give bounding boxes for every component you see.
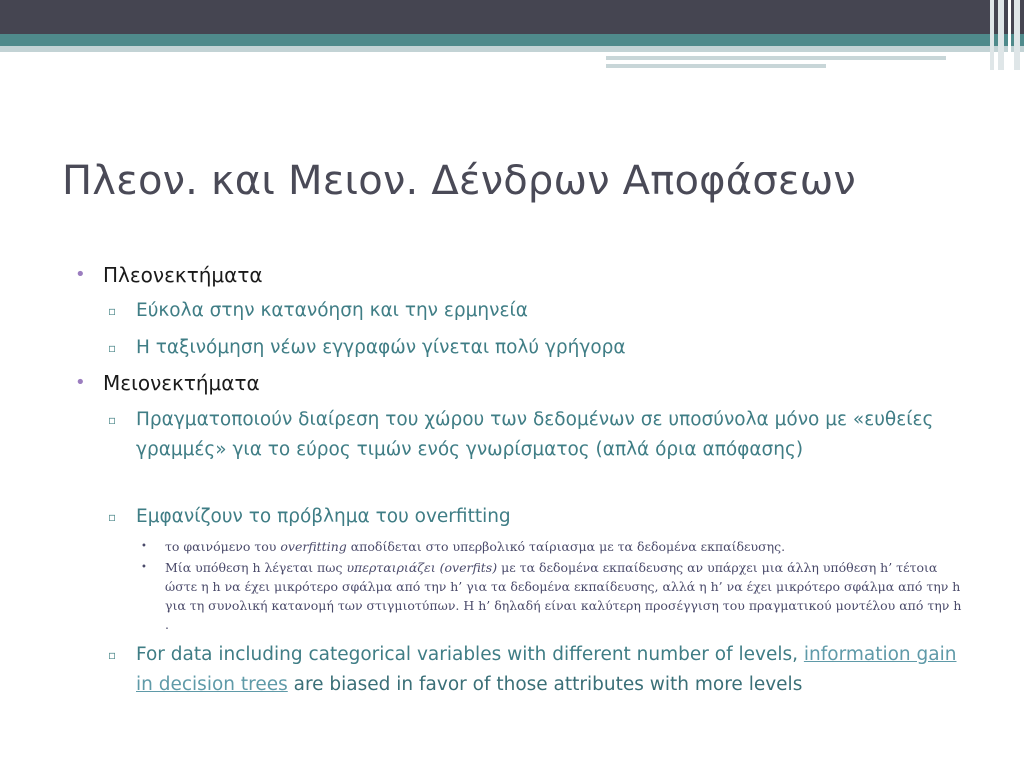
square-bullet-icon: ▫ — [108, 413, 117, 427]
note-text: το φαινόμενο του — [165, 539, 281, 554]
pros-heading: Πλεονεκτήματα — [103, 263, 263, 287]
header-stripe — [606, 64, 826, 68]
pros-item-text: Εύκολα στην κατανόηση και την ερμηνεία — [136, 300, 528, 321]
bullet-dot-icon: • — [141, 562, 147, 573]
definition-text: Μία υπόθεση h λέγεται πως — [165, 560, 347, 575]
header-vertical-bar — [1008, 0, 1011, 70]
header-band-teal — [0, 34, 1024, 46]
header-stripe — [606, 56, 946, 60]
header-band-light — [0, 46, 1024, 52]
bullet-dot-icon: • — [141, 541, 147, 552]
cons-item — [108, 640, 966, 700]
cons-item — [108, 502, 966, 532]
cons-item-text: are biased in favor of those attributes with more levels — [287, 674, 803, 695]
note-text: αποδίδεται στο υπερβολικό ταίριασμα με τα δεδομένα εκπαίδευσης. — [346, 539, 786, 554]
cons-item — [108, 405, 966, 465]
bullet-dot-icon: • — [75, 372, 86, 393]
square-bullet-icon: ▫ — [108, 304, 117, 318]
information-gain-link[interactable]: information gain in decision trees — [136, 644, 957, 695]
slide-title: Πλεον. και Μειον. Δένδρων Αποφάσεων — [62, 158, 856, 204]
overfitting-note — [141, 537, 965, 556]
pros-item — [108, 333, 966, 363]
cons-item-text: Πραγματοποιούν διαίρεση του χώρου των δεδομένων σε υποσύνολα μόνο με «ευθείες γραμμές» για το εύρος τιμών ενός γνωρίσματος (απλά όρια απόφασης) — [136, 409, 934, 460]
definition-emphasis: υπερταιριάζει (overfits) — [346, 560, 498, 575]
bullet-dot-icon: • — [75, 264, 86, 285]
square-bullet-icon: ▫ — [108, 341, 117, 355]
square-bullet-icon: ▫ — [108, 510, 117, 524]
header-vertical-bar — [990, 0, 994, 70]
header-vertical-bar — [1014, 0, 1020, 70]
cons-heading: Μειονεκτήματα — [103, 371, 260, 395]
definition-text: με τα δεδομένα εκπαίδευσης αν υπάρχει μια άλλη υπόθεση h’ τέτοια ώστε η h να έχει μικρότερο σφάλμα από την h’ για τα δεδομένα εκπαίδευσης, αλλά η h’ να έχει μικρότερο σφάλμα από την h για τη συνολική κατανομή των στιγμιοτύπων. Η h’ δηλαδή είναι καλύτερη προσέγγιση του πραγματικού μοντέλου από την h . — [165, 560, 962, 632]
bullet-cons — [75, 371, 260, 395]
header-vertical-bar — [998, 0, 1004, 70]
cons-item-text: Εμφανίζουν το πρόβλημα του overfitting — [136, 506, 511, 527]
header-band-dark — [0, 0, 1024, 34]
cons-item-text: For data including categorical variables with different number of levels, — [136, 644, 804, 665]
note-emphasis: overfitting — [280, 539, 347, 554]
pros-item-text: Η ταξινόμηση νέων εγγραφών γίνεται πολύ γρήγορα — [136, 337, 626, 358]
bullet-pros — [75, 263, 263, 287]
overfitting-definition — [141, 558, 965, 634]
pros-item — [108, 296, 966, 326]
square-bullet-icon: ▫ — [108, 648, 117, 662]
